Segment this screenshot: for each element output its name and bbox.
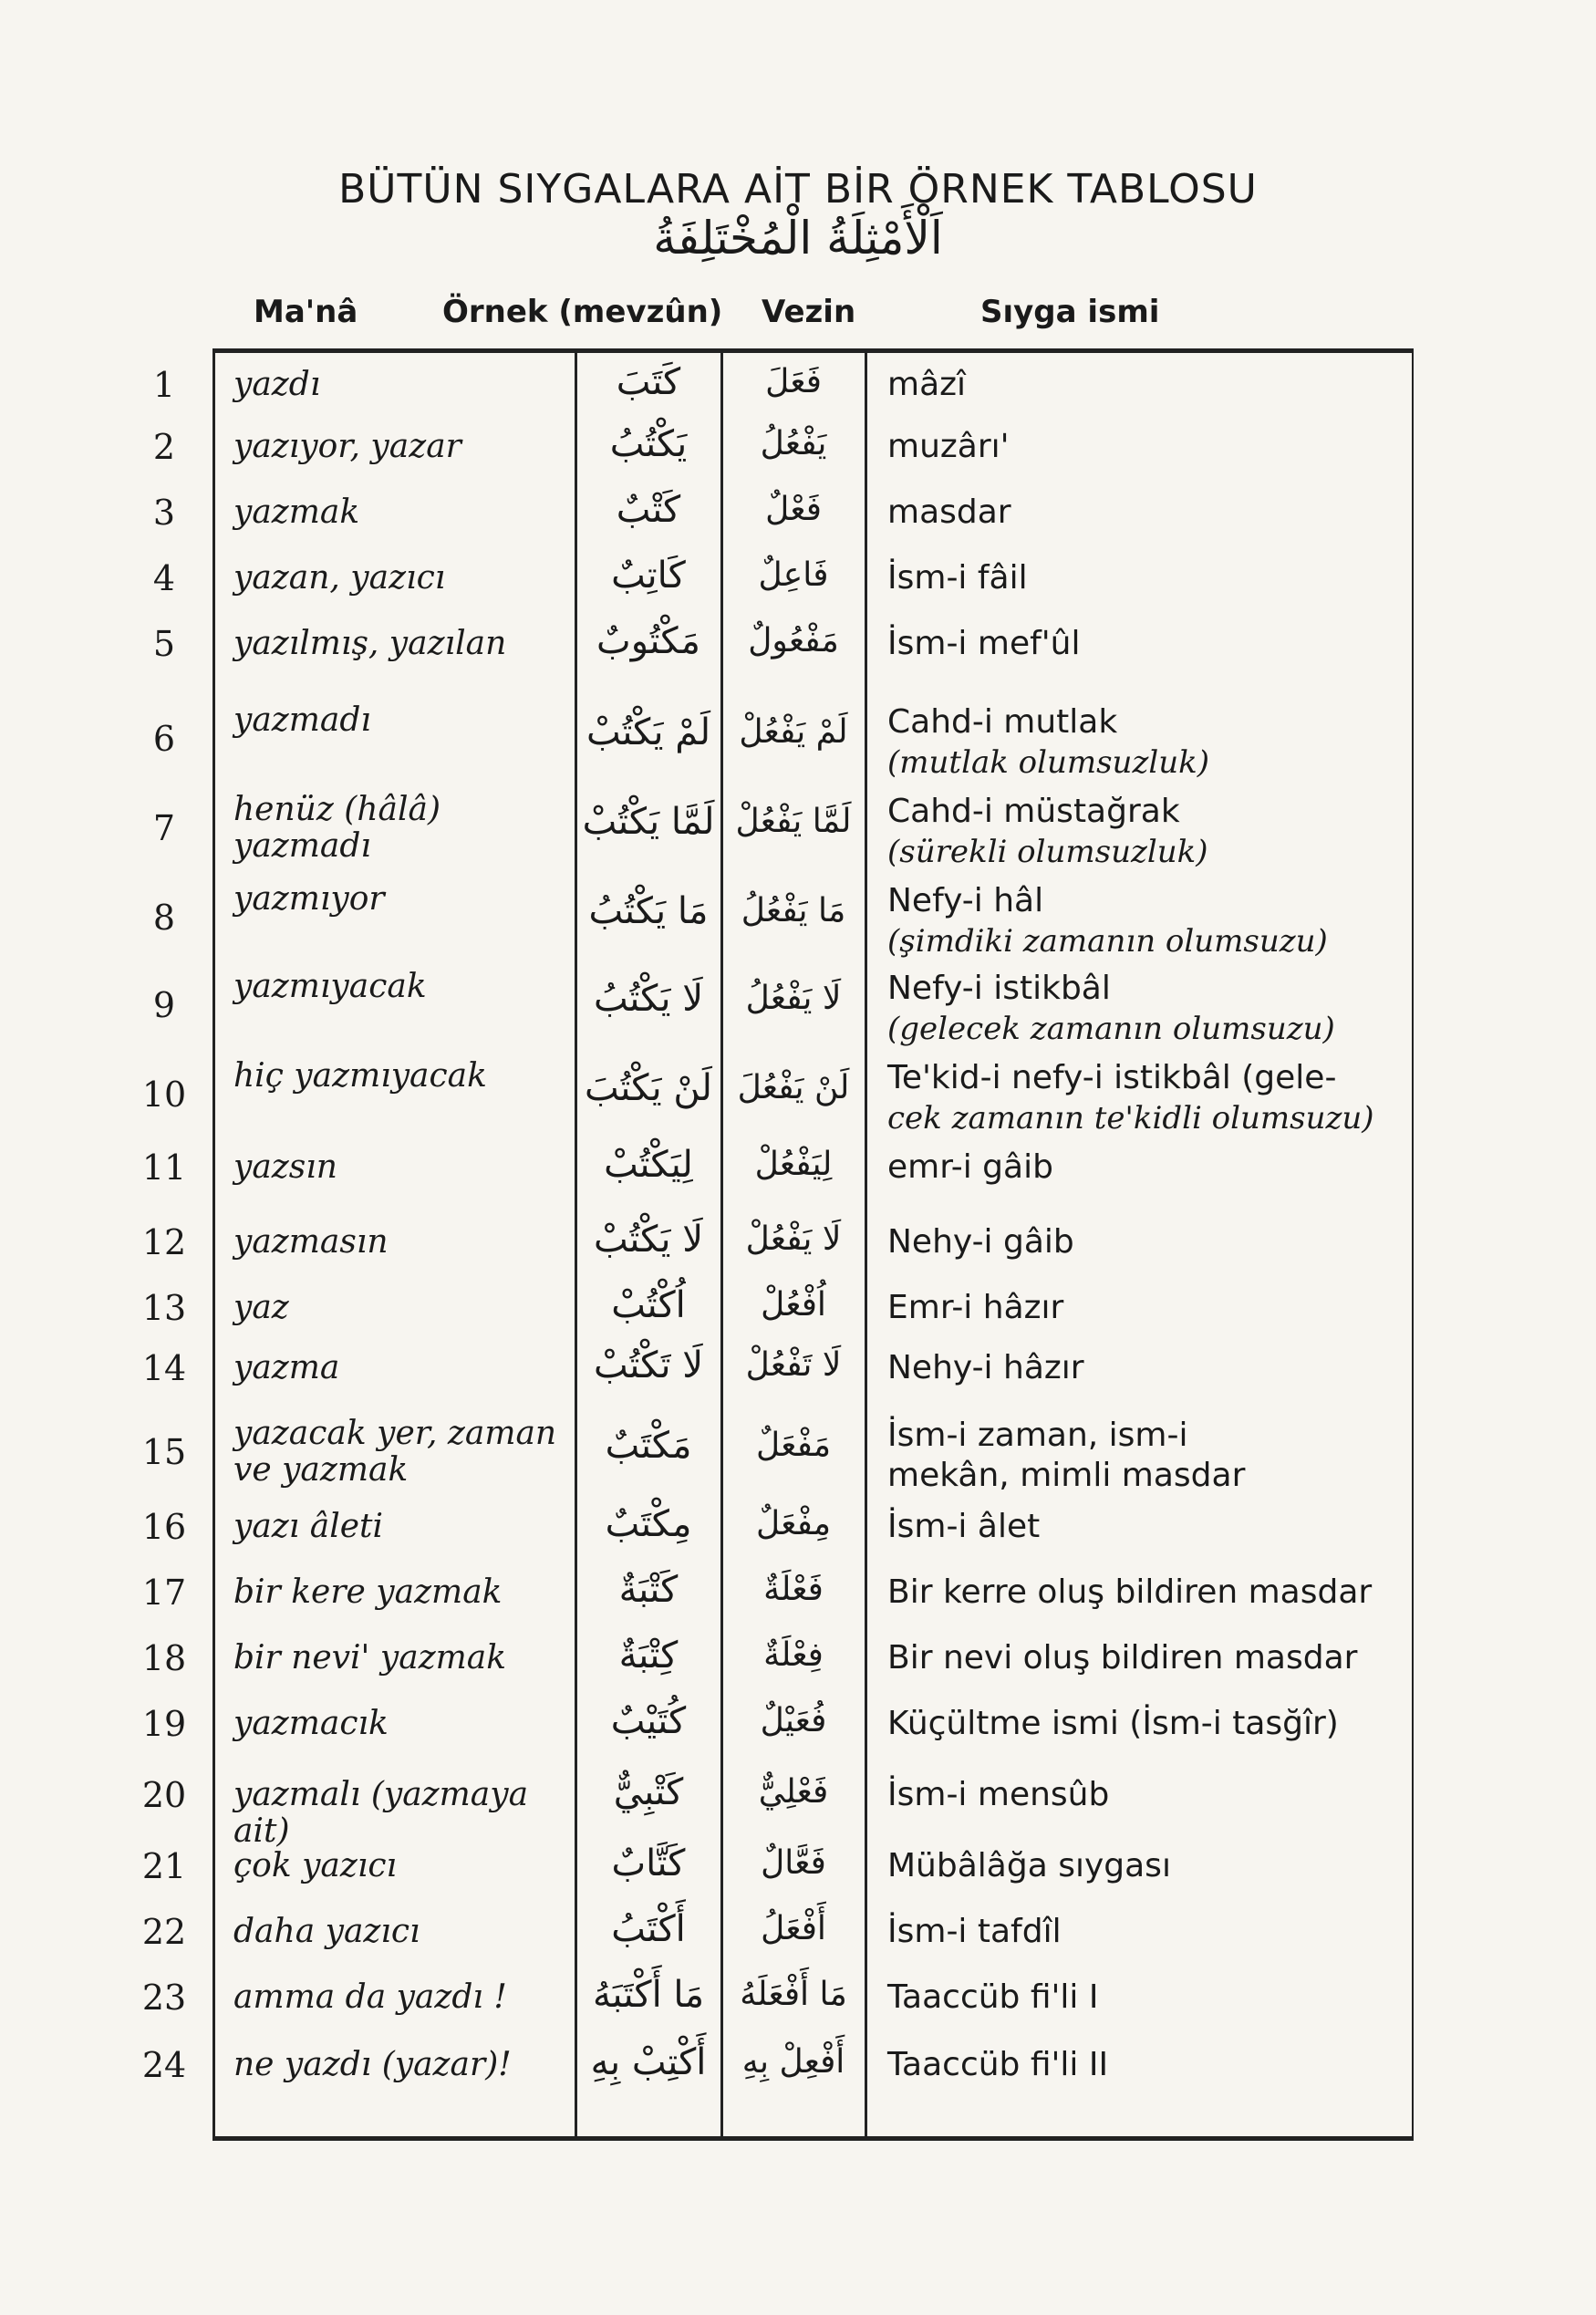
form-name-cell [887, 1775, 1407, 1815]
form-name: Emr-i hâzır [887, 1289, 1064, 1326]
form-name-cell [887, 624, 1407, 664]
column-divider [212, 348, 215, 2136]
form-name-cell [887, 792, 1407, 872]
form-name: İsm-i mensûb [887, 1776, 1110, 1813]
pattern-arabic-cell: أَفْعِلْ بِهِ [741, 2043, 845, 2081]
meaning-cell: yazacak yer, zaman ve yazmak [233, 1415, 557, 1489]
row-number: 24 [141, 2045, 187, 2085]
form-name-cell [887, 969, 1407, 1049]
form-name: Bir kerre oluş bildiren masdar [887, 1573, 1373, 1611]
form-name-cell [887, 1638, 1407, 1678]
form-description: (şimdiki zamanın olumsuzu) [887, 923, 1328, 960]
form-name-cell [887, 427, 1407, 467]
example-arabic-cell: لَا يَكْتُبْ [593, 1219, 704, 1261]
example-arabic-cell: أَكْتِبْ بِهِ [590, 2041, 707, 2083]
pattern-arabic-cell: لَمْ يَفْعُلْ [739, 713, 848, 751]
form-name-cell [887, 1846, 1407, 1886]
form-name-cell [887, 1147, 1407, 1188]
pattern-arabic-cell: فُعَيْلٌ [760, 1702, 827, 1739]
example-arabic-cell: اُكْتُبْ [611, 1284, 686, 1326]
example-arabic-cell: مَا يَكْتُبُ [588, 890, 709, 932]
meaning-cell: yazsın [233, 1148, 337, 1186]
example-arabic-cell: لَا تَكْتُبْ [593, 1344, 704, 1386]
form-name: Mübâlâğa sıygası [887, 1847, 1171, 1884]
form-name: İsm-i tafdîl [887, 1913, 1062, 1950]
row-number: 14 [141, 1348, 187, 1388]
pattern-arabic-cell: مِفْعَلٌ [755, 1505, 832, 1542]
meaning-cell: yazmasın [233, 1223, 389, 1261]
meaning-cell: yazdı [233, 366, 321, 403]
form-description: cek zamanın te'kidli olumsuzu) [887, 1100, 1374, 1137]
form-name: emr-i gâib [887, 1148, 1053, 1186]
example-arabic-cell: كَتَبَ [616, 361, 681, 403]
pattern-arabic-cell: مَفْعُولٌ [748, 622, 839, 659]
row-number: 10 [141, 1074, 187, 1115]
form-name: Bir nevi oluş bildiren masdar [887, 1639, 1358, 1677]
example-arabic-cell: لَنْ يَكْتُبَ [585, 1067, 712, 1109]
row-number: 2 [152, 427, 176, 467]
row-number: 4 [152, 558, 176, 598]
meaning-cell: yazmacık [233, 1705, 389, 1742]
pattern-arabic-cell: فَاعِلٌ [758, 556, 829, 594]
form-name: İsm-i zaman, ism-i [887, 1417, 1188, 1454]
meaning-cell: yazan, yazıcı [233, 559, 446, 597]
arabic-title: اَلْأَمْثِلَةُ الْمُخْتَلِفَةُ [653, 212, 943, 265]
pattern-arabic-cell: فَعَّالٌ [761, 1844, 826, 1882]
example-arabic-cell: لِيَكْتُبْ [604, 1144, 693, 1186]
example-arabic-cell: كَتْبِيٌّ [613, 1771, 684, 1813]
meaning-cell: bir nevi' yazmak [233, 1639, 507, 1677]
column-divider [865, 348, 867, 2136]
example-arabic-cell: يَكْتُبُ [609, 423, 688, 465]
form-name: Küçültme ismi (İsm-i tasğîr) [887, 1705, 1339, 1742]
row-number: 23 [141, 1978, 187, 2018]
pattern-arabic-cell: لَنْ يَفْعُلَ [737, 1069, 850, 1106]
pattern-arabic-cell: فَعْلٌ [765, 491, 822, 528]
form-name-cell [887, 1416, 1407, 1496]
column-divider [575, 348, 577, 2136]
form-name-cell [887, 558, 1407, 598]
meaning-cell: yazmıyor [233, 880, 385, 918]
row-number: 11 [141, 1147, 187, 1188]
example-arabic-cell: كَاتِبٌ [611, 555, 686, 597]
meaning-cell: yazıyor, yazar [233, 428, 461, 465]
header-ornek: Örnek (mevzûn) [442, 294, 723, 330]
form-name: Taaccüb fi'li I [887, 1978, 1099, 2016]
pattern-arabic-cell: لَا تَفْعُلْ [745, 1346, 842, 1384]
meaning-cell: yazmalı (yazmaya ait) [233, 1776, 529, 1850]
pattern-arabic-cell: لَا يَفْعُلُ [745, 980, 842, 1017]
form-name-cell [887, 365, 1407, 405]
form-name: masdar [887, 493, 1011, 531]
form-name-cell [887, 1978, 1407, 2018]
form-description: (gelecek zamanın olumsuzu) [887, 1011, 1335, 1047]
meaning-cell: yazmadı [233, 701, 371, 739]
row-number: 20 [141, 1775, 187, 1815]
meaning-cell: hiç yazmıyacak [233, 1057, 487, 1095]
form-name-cell [887, 1288, 1407, 1328]
row-number: 5 [152, 624, 176, 664]
pattern-arabic-cell: لَا يَفْعُلْ [745, 1220, 842, 1258]
row-number: 13 [141, 1288, 187, 1328]
meaning-cell: çok yazıcı [233, 1847, 398, 1884]
meaning-cell: amma da yazdı ! [233, 1978, 507, 2016]
example-arabic-cell: لَمَّا يَكْتُبْ [582, 801, 715, 843]
example-arabic-cell: كِتْبَةٌ [618, 1635, 679, 1677]
row-number: 18 [141, 1638, 187, 1678]
example-arabic-cell: مَا أَكْتَبَهُ [592, 1974, 705, 2016]
row-number: 17 [141, 1573, 187, 1613]
form-name-cell [887, 881, 1407, 961]
row-number: 16 [141, 1507, 187, 1547]
form-name-cell [887, 702, 1407, 783]
form-name: Cahd-i müstağrak [887, 793, 1180, 830]
pattern-arabic-cell: فَعْلَةٌ [763, 1571, 824, 1608]
example-arabic-cell: مَكْتَبٌ [605, 1425, 692, 1467]
form-description: (mutlak olumsuzluk) [887, 744, 1209, 781]
form-name-cell [887, 1348, 1407, 1388]
row-number: 22 [141, 1912, 187, 1952]
pattern-arabic-cell: اُفْعُلْ [761, 1286, 826, 1324]
form-name-cell [887, 1704, 1407, 1744]
meaning-cell: bir kere yazmak [233, 1573, 503, 1611]
form-name-cell [887, 1573, 1407, 1613]
example-arabic-cell: كَتْبَةٌ [618, 1569, 679, 1611]
example-arabic-cell: لَا يَكْتُبُ [593, 978, 704, 1020]
example-arabic-cell: مِكْتَبٌ [605, 1503, 692, 1545]
form-name: Nehy-i gâib [887, 1223, 1074, 1261]
header-mana: Ma'nâ [254, 294, 358, 330]
row-number: 9 [152, 985, 176, 1025]
pattern-arabic-cell: مَا يَفْعُلُ [741, 892, 846, 929]
form-name: İsm-i mef'ûl [887, 625, 1081, 662]
example-arabic-cell: مَكْتُوبٌ [596, 620, 700, 662]
form-name: Cahd-i mutlak [887, 703, 1118, 741]
row-number: 12 [141, 1222, 187, 1262]
row-number: 7 [152, 808, 176, 848]
column-divider [720, 348, 723, 2136]
form-name-cell [887, 2045, 1407, 2085]
pattern-arabic-cell: لَمَّا يَفْعُلْ [735, 803, 852, 840]
meaning-cell: yaz [233, 1289, 289, 1326]
form-name: Nefy-i hâl [887, 882, 1044, 919]
form-name-cell [887, 493, 1407, 533]
meaning-cell: yazı âleti [233, 1508, 383, 1545]
pattern-arabic-cell: مَا أَفْعَلَهُ [740, 1976, 847, 2013]
example-arabic-cell: كُتَيْبٌ [610, 1700, 687, 1742]
meaning-cell: ne yazdı (yazar)! [233, 2046, 512, 2083]
form-name-cell [887, 1507, 1407, 1547]
row-number: 1 [152, 365, 176, 405]
row-number: 3 [152, 493, 176, 533]
meaning-cell: henüz (hâlâ) yazmadı [233, 791, 440, 865]
form-name: Taaccüb fi'li II [887, 2046, 1109, 2083]
form-name: Nefy-i istikbâl [887, 970, 1111, 1007]
row-number: 19 [141, 1704, 187, 1744]
form-name-cell [887, 1912, 1407, 1952]
header-siyga: Sıyga ismi [980, 294, 1160, 330]
pattern-arabic-cell: فَعَلَ [765, 363, 822, 400]
pattern-arabic-cell: يَفْعُلُ [760, 425, 827, 462]
form-name: Nehy-i hâzır [887, 1349, 1084, 1386]
meaning-cell: yazmak [233, 493, 360, 531]
row-number: 21 [141, 1846, 187, 1886]
meaning-cell: yazmıyacak [233, 968, 427, 1005]
page-title: BÜTÜN SIYGALARA AİT BİR ÖRNEK TABLOSU [338, 166, 1258, 213]
column-divider [1412, 348, 1414, 2136]
pattern-arabic-cell: لِيَفْعُلْ [754, 1146, 833, 1183]
example-arabic-cell: أَكْتَبُ [611, 1908, 686, 1950]
pattern-arabic-cell: فِعْلَةٌ [763, 1636, 824, 1674]
row-number: 15 [141, 1432, 187, 1472]
row-number: 8 [152, 898, 176, 938]
form-description: mekân, mimli masdar [887, 1457, 1246, 1494]
example-arabic-cell: كَتَّابٌ [611, 1843, 686, 1884]
row-number: 6 [152, 719, 176, 759]
pattern-arabic-cell: أَفْعَلُ [761, 1910, 826, 1947]
form-name: muzârı' [887, 428, 1010, 465]
meaning-cell: daha yazıcı [233, 1913, 420, 1950]
form-description: (sürekli olumsuzluk) [887, 834, 1208, 870]
header-vezin: Vezin [762, 294, 856, 330]
form-name: mâzî [887, 366, 967, 403]
meaning-cell: yazma [233, 1349, 340, 1386]
form-name: Te'kid-i nefy-i istikbâl (gele- [887, 1059, 1337, 1096]
example-arabic-cell: كَتْبٌ [616, 489, 681, 531]
form-name: İsm-i âlet [887, 1508, 1041, 1545]
pattern-arabic-cell: مَفْعَلٌ [755, 1427, 832, 1464]
pattern-arabic-cell: فَعْلِيٌّ [758, 1773, 829, 1811]
form-name-cell [887, 1222, 1407, 1262]
example-arabic-cell: لَمْ يَكْتُبْ [586, 711, 711, 753]
form-name-cell [887, 1058, 1407, 1138]
meaning-cell: yazılmış, yazılan [233, 625, 507, 662]
form-name: İsm-i fâil [887, 559, 1028, 597]
